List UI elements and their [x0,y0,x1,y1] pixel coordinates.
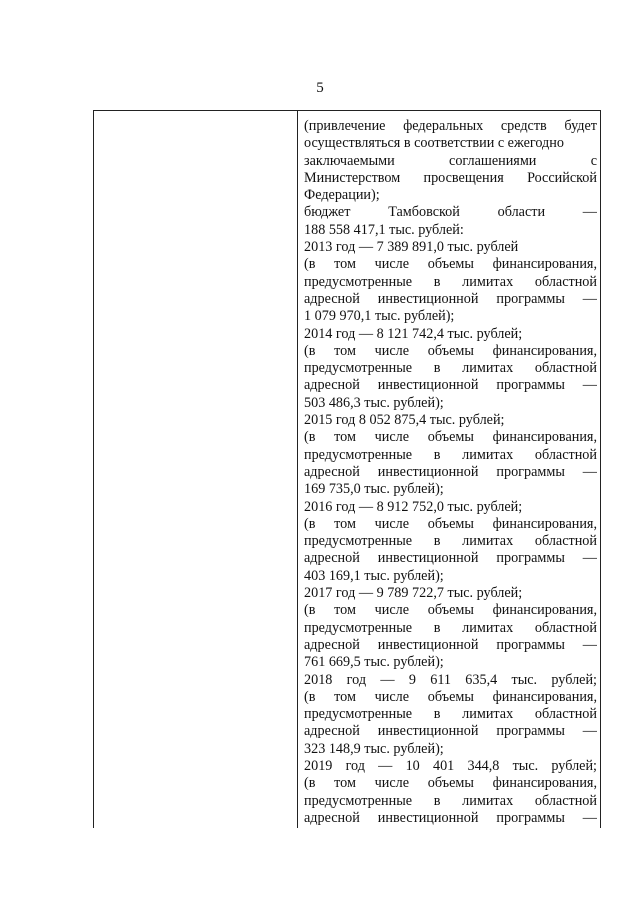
text-line: адресной инвестиционной программы — [304,377,597,394]
text-line: Министерством просвещения Российской [304,169,597,186]
text-line: бюджет Тамбовской области — [304,204,597,221]
text-line: адресной инвестиционной программы — [304,723,597,740]
text-line: 2016 год — 8 912 752,0 тыс. рублей; [304,498,523,515]
text-line: (в том числе объемы финансирования, [304,515,597,532]
table-left-cell [94,111,298,828]
text-line: 2015 год 8 052 875,4 тыс. рублей; [304,412,505,429]
text-line: 169 735,0 тыс. рублей); [304,481,444,498]
text-line: адресной инвестиционной программы — [304,809,597,826]
table-right-cell [298,111,600,828]
text-line: (в том числе объемы финансирования, [304,602,597,619]
text-line: (в том числе объемы финансирования, [304,775,597,792]
text-line: (привлечение федеральных средств будет [304,118,597,134]
text-line: 2017 год — 9 789 722,7 тыс. рублей; [304,585,523,602]
text-line: 2018 год — 9 611 635,4 тыс. рублей; [304,671,597,688]
text-line: 2013 год — 7 389 891,0 тыс. рублей [304,239,519,256]
text-line: Федерации); [304,187,380,204]
text-line: (в том числе объемы финансирования, [304,342,597,359]
text-line: предусмотренные в лимитах областной [304,706,597,723]
text-line: предусмотренные в лимитах областной [304,360,597,377]
text-line: (в том числе объемы финансирования, [304,256,597,273]
text-line: 403 169,1 тыс. рублей); [304,567,444,584]
text-line: 1 079 970,1 тыс. рублей); [304,308,455,325]
text-line: (в том числе объемы финансирования, [304,429,597,446]
text-line: предусмотренные в лимитах областной [304,792,597,809]
text-line: адресной инвестиционной программы — [304,636,597,653]
text-line: предусмотренные в лимитах областной [304,619,597,636]
text-line: осуществляться в соответствии с ежегодно [304,135,564,152]
text-line: адресной инвестиционной программы — [304,290,597,307]
text-line: адресной инвестиционной программы — [304,463,597,480]
text-line: 188 558 417,1 тыс. рублей: [304,221,464,238]
text-line: (в том числе объемы финансирования, [304,688,597,705]
text-line: 2014 год — 8 121 742,4 тыс. рублей; [304,325,523,342]
text-line: предусмотренные в лимитах областной [304,273,597,290]
text-line: 2019 год — 10 401 344,8 тыс. рублей; [304,757,597,774]
text-line: предусмотренные в лимитах областной [304,533,597,550]
text-line: 323 148,9 тыс. рублей); [304,740,444,757]
financing-table [93,110,601,828]
text-line: 761 669,5 тыс. рублей); [304,654,444,671]
text-line: заключаемыми соглашениями с [304,152,597,169]
text-line: адресной инвестиционной программы — [304,550,597,567]
text-line: 503 486,3 тыс. рублей); [304,394,444,411]
page-number: 5 [316,80,324,96]
text-line: предусмотренные в лимитах областной [304,446,597,463]
